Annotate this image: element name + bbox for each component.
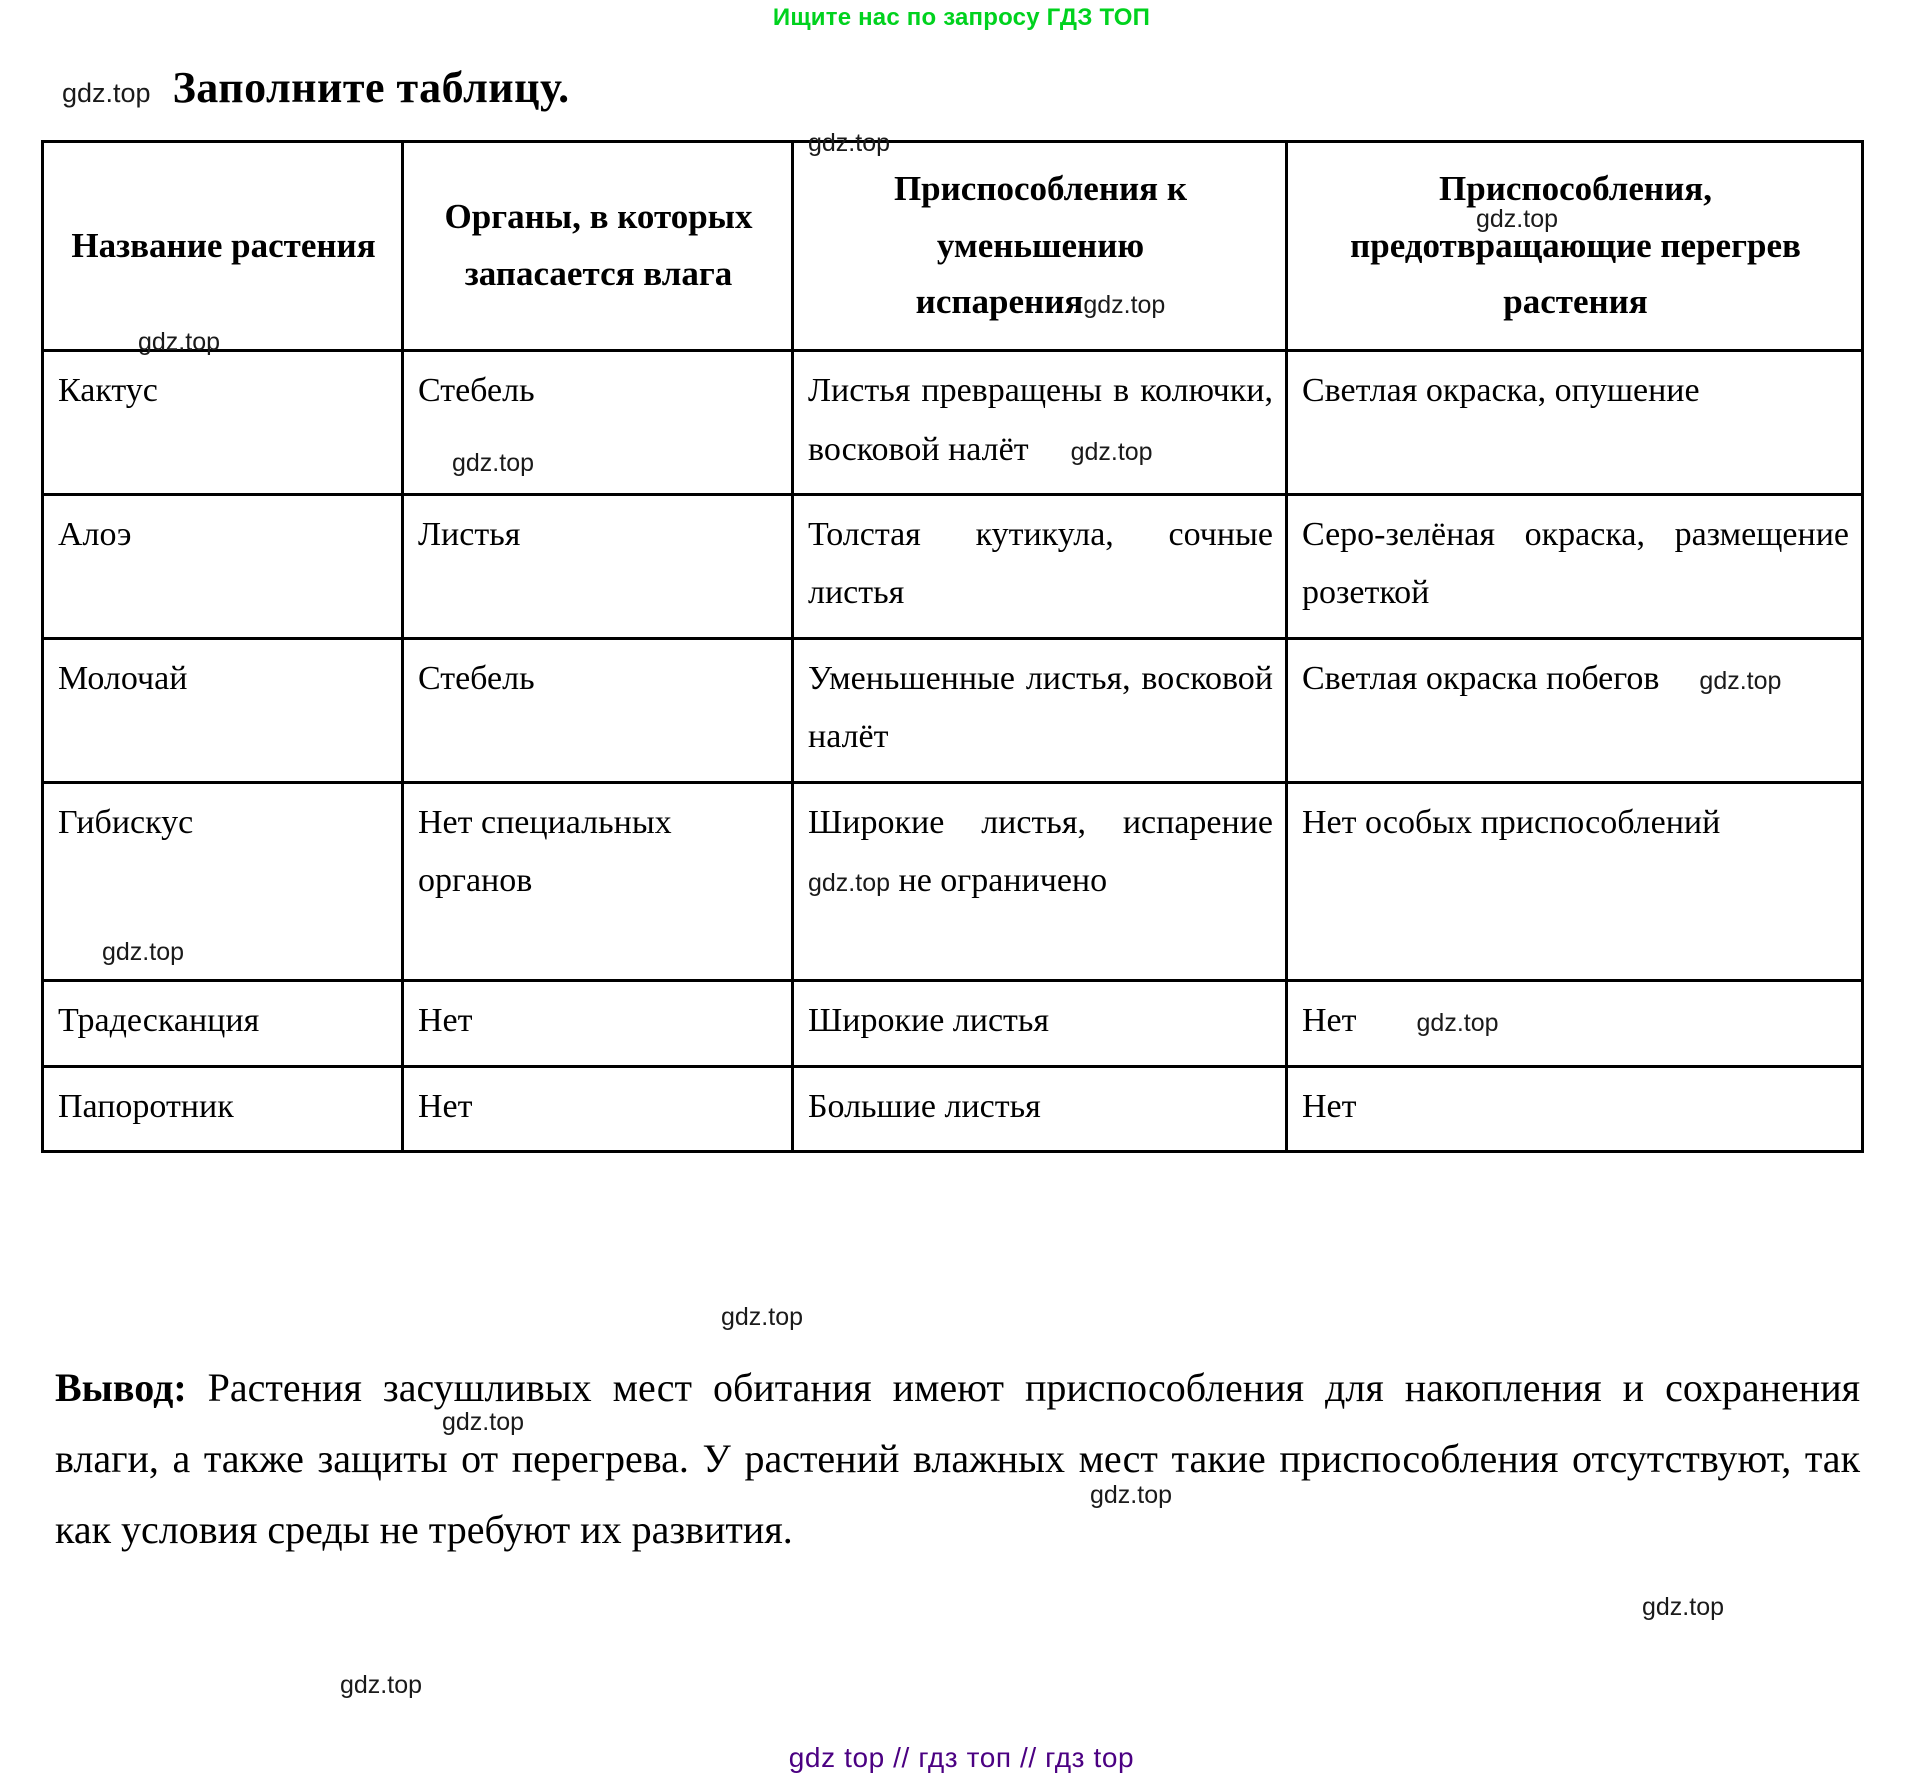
- column-header-plant-name-label: Название растения: [71, 225, 376, 265]
- cell-overheating: [1287, 638, 1863, 782]
- column-header-evaporation-label: Приспособления к уменьшению испарения: [893, 169, 1188, 322]
- table-row: [43, 495, 1863, 639]
- watermark-conclusion-4: gdz.top: [340, 1671, 423, 1699]
- cell-evaporation: [793, 351, 1287, 495]
- cell-storage-organs: Нет: [403, 1066, 793, 1151]
- cell-plant-name: Кактус: [43, 351, 403, 495]
- table-row: [43, 351, 1863, 495]
- cell-storage-organs: Нет специальных органов: [403, 782, 793, 980]
- watermark-row4-evap: gdz.top: [808, 869, 891, 898]
- footer-links[interactable]: gdz top // гдз топ // гдз top: [788, 1742, 1135, 1773]
- watermark-row1-evap: gdz.top: [1070, 437, 1153, 466]
- conclusion-text: Растения засушливых мест обитания имеют приспособления для накопления и сохранения влаги, а также защиты от перегрева. У растений влажных мест такие приспособления отсутствуют, так как условия среды не требуют их развития.: [55, 1365, 1860, 1553]
- watermark-row5-over: gdz.top: [1416, 1009, 1499, 1038]
- watermark-conclusion-2: gdz.top: [1090, 1481, 1173, 1509]
- watermark-conclusion-1: gdz.top: [442, 1408, 525, 1436]
- cell-evaporation-text-a: Широкие листья, испарение: [808, 803, 1273, 841]
- watermark-row4-plant: gdz.top: [102, 938, 185, 967]
- watermark-header-4: gdz.top: [1476, 205, 1559, 233]
- cell-evaporation: Толстая кутикула, сочные листья: [793, 495, 1287, 639]
- cell-overheating: Светлая окраска, опушение: [1287, 351, 1863, 495]
- cell-storage-organs: Стебель: [403, 638, 793, 782]
- cell-evaporation: Большие листья: [793, 1066, 1287, 1151]
- table-header-row: [43, 142, 1863, 351]
- watermark-below-table: gdz.top: [721, 1303, 804, 1331]
- cell-plant-name: [43, 782, 403, 980]
- cell-plant-name: Традесканция: [43, 981, 403, 1066]
- column-header-overheating-label: Приспособления, предотвращающие перегрев растения: [1350, 169, 1801, 322]
- cell-plant-name: Алоэ: [43, 495, 403, 639]
- watermark-header-3b: gdz.top: [1083, 291, 1166, 320]
- cell-storage-organs: Листья: [403, 495, 793, 639]
- cell-overheating: [1287, 981, 1863, 1066]
- cell-storage-organs-text: Стебель: [418, 372, 535, 410]
- cell-evaporation: [793, 782, 1287, 980]
- cell-overheating: Нет: [1287, 1066, 1863, 1151]
- cell-plant-name-text: Гибискус: [58, 803, 194, 841]
- cell-overheating-text: Светлая окраска побегов: [1302, 659, 1660, 697]
- cell-plant-name: Папоротник: [43, 1066, 403, 1151]
- conclusion-paragraph: [55, 1352, 1860, 1566]
- column-header-overheating: [1287, 142, 1863, 351]
- watermark-header-3a: gdz.top: [808, 129, 891, 157]
- cell-evaporation: Уменьшенные листья, восковой налёт: [793, 638, 1287, 782]
- column-header-storage-organs-label: Органы, в которых запасается влага: [444, 197, 753, 294]
- watermark-conclusion-3: gdz.top: [1642, 1593, 1725, 1621]
- table-row: [43, 1066, 1863, 1151]
- cell-overheating: Нет особых приспособлений: [1287, 782, 1863, 980]
- watermark-title: gdz.top: [62, 78, 151, 108]
- cell-plant-name: Молочай: [43, 638, 403, 782]
- cell-storage-organs: [403, 351, 793, 495]
- plants-adaptations-table: [41, 129, 1864, 1153]
- promo-banner: Ищите нас по запросу ГДЗ ТОП: [772, 4, 1151, 31]
- page-title-text: Заполните таблицу.: [172, 63, 570, 112]
- column-header-evaporation: [793, 129, 1287, 351]
- watermark-row3-over: gdz.top: [1699, 666, 1782, 695]
- table-row: [43, 638, 1863, 782]
- watermark-header-1: gdz.top: [138, 327, 221, 356]
- cell-overheating-text: Нет: [1302, 1002, 1357, 1040]
- table-row: [43, 782, 1863, 980]
- column-header-storage-organs: [403, 142, 793, 351]
- cell-storage-organs: Нет: [403, 981, 793, 1066]
- cell-evaporation-text-b: не ограничено: [898, 862, 1108, 900]
- cell-evaporation: Широкие листья: [793, 981, 1287, 1066]
- conclusion-label: Вывод:: [55, 1365, 187, 1410]
- page-title: [62, 62, 570, 113]
- column-header-plant-name: [43, 142, 403, 356]
- table-row: [43, 981, 1863, 1066]
- cell-evaporation-text: Листья превращены в колючки, восковой налёт: [808, 372, 1273, 468]
- watermark-row1-organs: gdz.top: [452, 448, 535, 477]
- cell-overheating: Серо-зелёная окраска, размещение розеткой: [1287, 495, 1863, 639]
